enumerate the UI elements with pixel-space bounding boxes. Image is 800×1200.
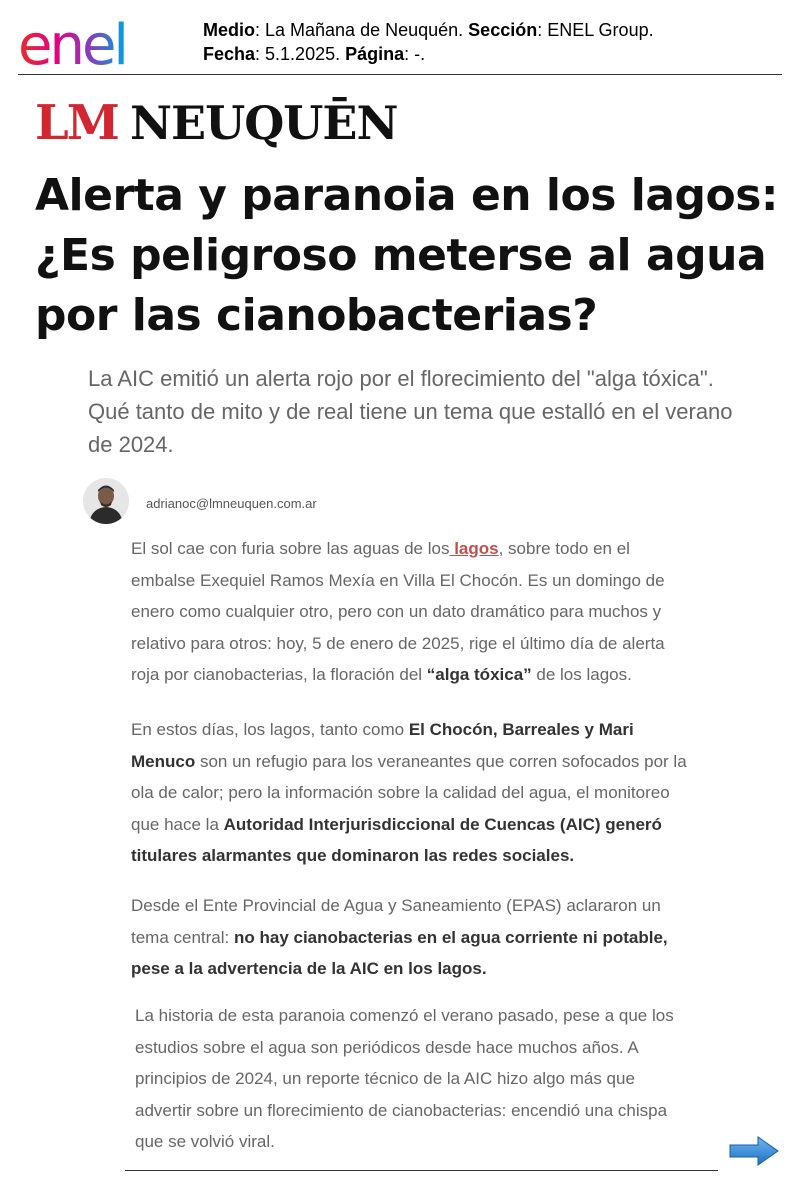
next-arrow-icon[interactable] xyxy=(728,1134,780,1168)
paragraph-2 xyxy=(131,714,696,872)
paragraph-4: La historia de esta paranoia comenzó el verano pasado, pese a que los estudios sobre el agua son periódicos desde hace muchos años. A principios de 2024, un reporte técnico de la AIC hizo algo más que advertir sobre un florecimiento de cianobacterias: encendió una chispa que se volvió viral. xyxy=(135,1006,674,1151)
author-email[interactable]: adrianoc@lmneuquen.com.ar xyxy=(146,496,317,511)
clipping-header xyxy=(18,8,782,75)
pagina-label: Página xyxy=(345,44,405,64)
p1-text-b: , sobre todo en el embalse Exequiel Ramos Mexía en Villa El Chocón. Es un domingo de enero como cualquier otro, pero con un dato dramático para muchos y relativo para otros: hoy, 5 de enero de 2025, rige el último día de alerta roja por cianobacterias, la floración del xyxy=(131,539,665,684)
clipping-meta xyxy=(203,18,654,66)
p1-text-c: de los lagos. xyxy=(531,665,632,684)
pagina-value: : -. xyxy=(404,44,426,64)
seccion-label: Sección xyxy=(468,20,538,40)
article-headline: Alerta y paranoia en los lagos: ¿Es peligroso meterse al agua por las cianobacterias? xyxy=(35,170,779,341)
medio-label: Medio xyxy=(203,20,255,40)
publication-name: NEUQUĒN xyxy=(130,96,398,150)
medio-value: : La Mañana de Neuquén. xyxy=(255,20,469,40)
p2-text-b: son un refugio para los veraneantes que corren sofocados por la ola de calor; pero la información sobre la calidad del agua, el monitoreo que hace la xyxy=(131,751,687,834)
paragraph-1 xyxy=(131,533,686,691)
enel-logo-text: enel xyxy=(18,13,126,70)
p3-text-a: Desde el Ente Provincial de Agua y Saneamiento (EPAS) aclararon un tema central: xyxy=(131,896,661,947)
article-subhead: La AIC emitió un alerta rojo por el florecimiento del "alga tóxica". Qué tanto de mito y de real tiene un tema que estalló en el verano de 2024. xyxy=(88,366,733,457)
fecha-label: Fecha xyxy=(203,44,256,64)
publication-lm: LM xyxy=(35,95,118,151)
p2-bold-2: Autoridad Interjurisdiccional de Cuencas (AIC) generó titulares alarmantes que dominaron las redes sociales. xyxy=(131,814,662,865)
avatar-icon xyxy=(83,478,129,524)
meta-line-1 xyxy=(203,18,654,42)
lagos-link[interactable]: lagos xyxy=(449,539,499,558)
bottom-divider xyxy=(125,1170,718,1171)
paragraph-3 xyxy=(131,890,686,985)
enel-logo xyxy=(18,12,178,70)
p1-bold: “alga tóxica” xyxy=(426,665,532,684)
p2-bold-1: El Chocón, Barreales y Mari Menuco xyxy=(131,720,634,771)
meta-line-2 xyxy=(203,42,654,66)
fecha-value: : 5.1.2025. xyxy=(255,44,346,64)
p3-bold: no hay cianobacterias en el agua corriente ni potable, pese a la advertencia de la AIC en los lagos. xyxy=(131,927,668,978)
author-avatar xyxy=(83,478,129,524)
p1-text-a: El sol cae con furia sobre las aguas de los xyxy=(131,539,450,558)
p2-text-a: En estos días, los lagos, tanto como xyxy=(131,720,409,739)
seccion-value: : ENEL Group. xyxy=(537,20,654,40)
